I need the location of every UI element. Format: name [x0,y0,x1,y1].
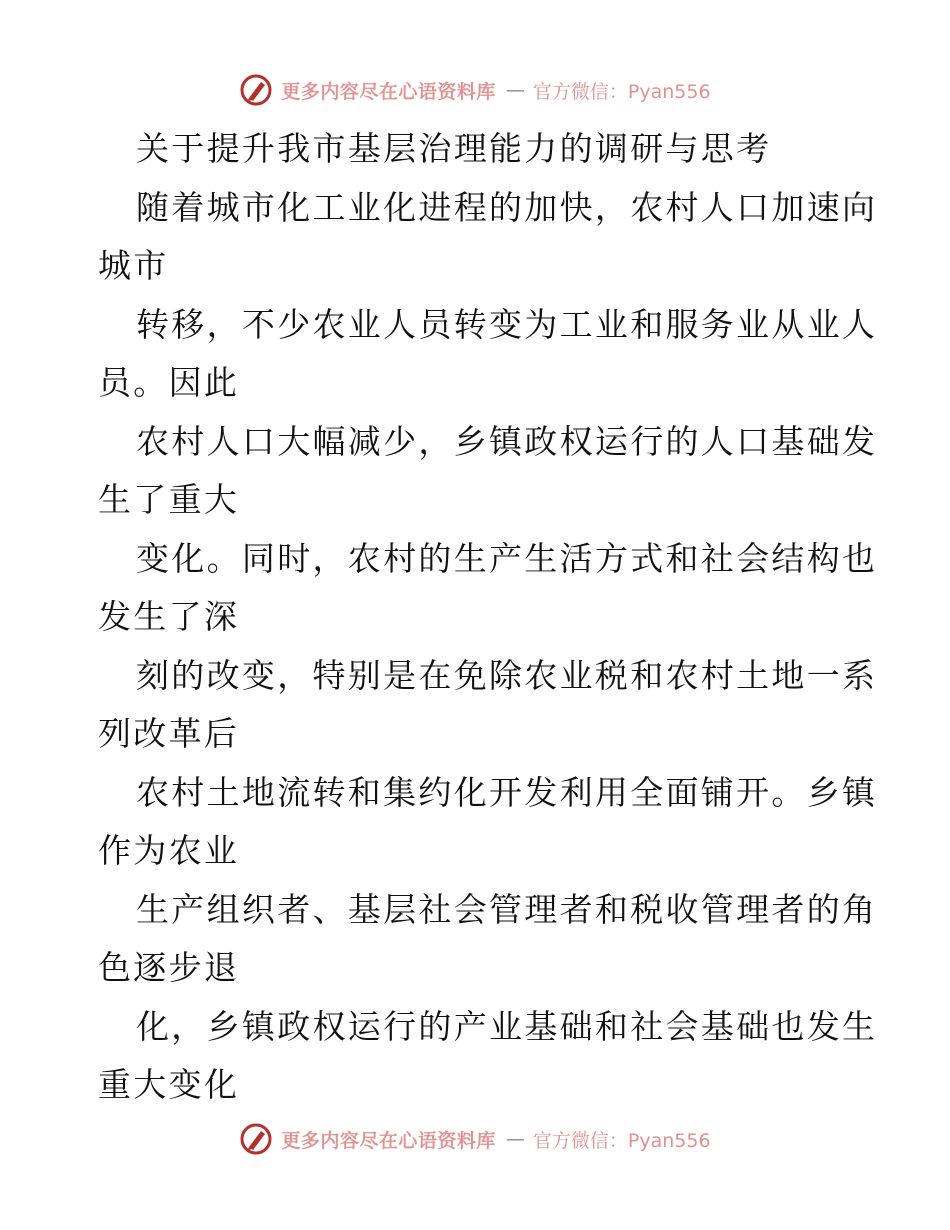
pen-logo-icon [239,73,273,107]
header-watermark-banner [0,70,950,110]
text-line: 作为农业 [98,831,240,870]
text-line: 发生了深 [98,597,240,636]
banner-wechat: 官方微信：Pyan556 [532,1129,711,1152]
banner-text: 更多内容尽在心语资料库 [281,1129,496,1152]
text-line: 刻的改变，特别是在免除农业税和农村土地一系 [136,655,878,695]
text-line: 重大变化 [98,1065,240,1104]
text-line: 色逐步退 [98,948,240,987]
text-line: 生了重大 [98,480,240,519]
text-line: 随着城市化工业化进程的加快，农村人口加速向 [136,187,878,227]
banner-separator: — [505,79,525,101]
banner-wechat: 官方微信：Pyan556 [532,80,711,103]
document-title: 关于提升我市基层治理能力的调研与思考 [136,129,772,168]
banner-text: 更多内容尽在心语资料库 [281,80,496,103]
pen-logo-icon [239,1122,273,1156]
text-line: 农村土地流转和集约化开发利用全面铺开。乡镇 [136,772,878,812]
text-line: 列改革后 [98,714,240,753]
text-line: 变化。同时，农村的生产生活方式和社会结构也 [136,538,878,578]
text-line: 生产组织者、基层社会管理者和税收管理者的角 [136,889,878,929]
document-body [98,120,878,1115]
text-line: 农村人口大幅减少，乡镇政权运行的人口基础发 [136,421,878,461]
text-line: 城市 [98,246,169,285]
text-line: 员。因此 [98,363,240,402]
text-line: 转移，不少农业人员转变为工业和服务业从业人 [136,304,878,344]
footer-watermark-banner [0,1119,950,1159]
text-line: 化，乡镇政权运行的产业基础和社会基础也发生 [136,1006,878,1046]
banner-separator: — [505,1128,525,1150]
